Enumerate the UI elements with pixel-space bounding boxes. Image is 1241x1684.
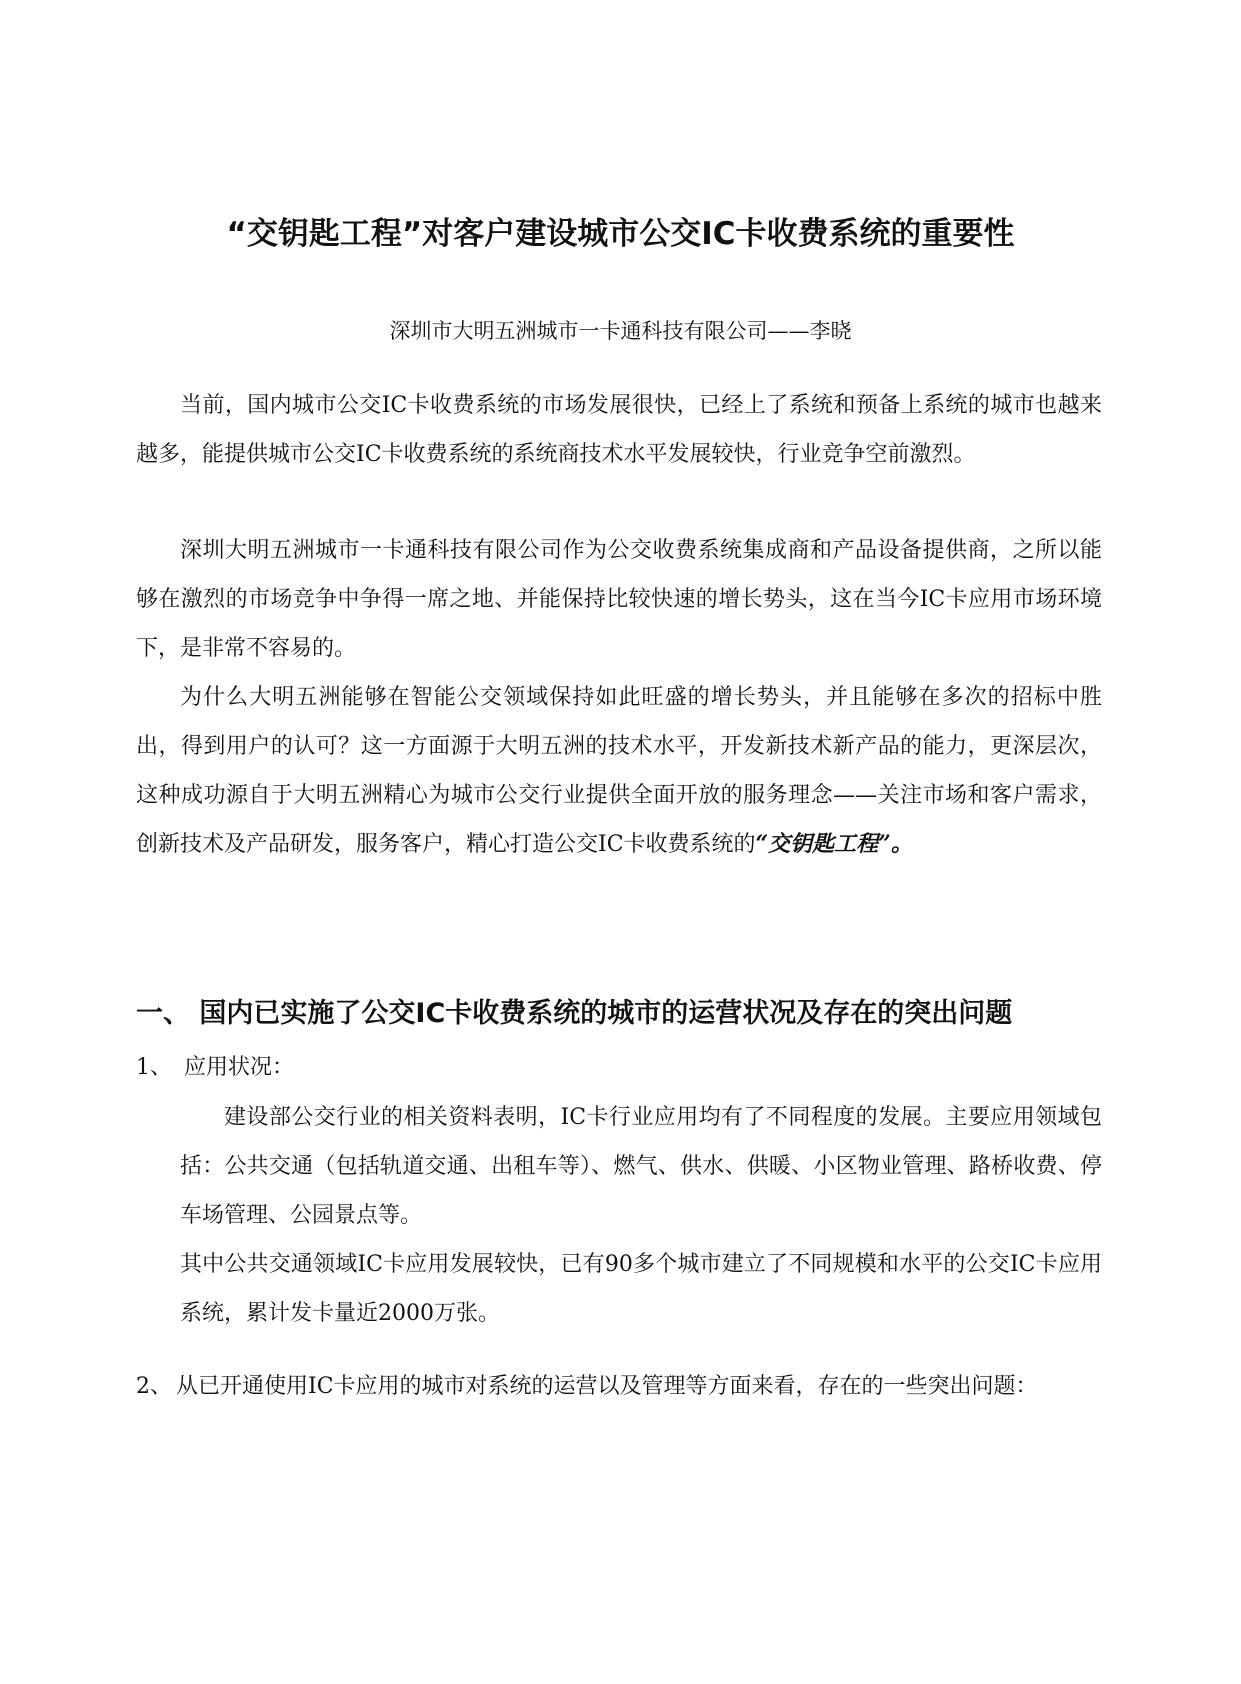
item-1-title: 应用状况： [184, 1055, 295, 1080]
paragraph-3-text: 为什么大明五洲能够在智能公交领域保持如此旺盛的增长势头，并且能够在多次的招标中胜出，得到用户的认可？这一方面源于大明五洲的技术水平，开发新技术新产品的能力，更深层次，这种成功源自于大明五洲精心为城市公交行业提供全面开放的服务理念——关注市场和客户需求，创新技术及产品研发，服务客户，精心打造公交IC卡收费系统的 [136, 685, 1102, 857]
paragraph-2: 深圳大明五洲城市一卡通科技有限公司作为公交收费系统集成商和产品设备提供商，之所以能够在激烈的市场竞争中争得一席之地、并能保持比较快速的增长势头，这在当今IC卡应用市场环境下，是非常不容易的。 [136, 538, 1102, 661]
emphasis-text: “交钥匙工程”。 [755, 831, 913, 857]
document-title: “交钥匙工程”对客户建设城市公交IC卡收费系统的重要性 [226, 216, 1015, 252]
section-heading: 一、 国内已实施了公交IC卡收费系统的城市的运营状况及存在的突出问题 [136, 998, 1013, 1029]
item-1-text-1: 建设部公交行业的相关资料表明，IC卡行业应用均有了不同程度的发展。主要应用领域包括：公共交通（包括轨道交通、出租车等）、燃气、供水、供暖、小区物业管理、路桥收费、停车场管理、公园景点等。 [180, 1105, 1102, 1228]
item-2-label: 2、 [136, 1374, 172, 1399]
paragraph-3 [136, 673, 1102, 869]
item-2-text: 从已开通使用IC卡应用的城市对系统的运营以及管理等方面来看，存在的一些突出问题： [176, 1374, 1038, 1399]
item-1-text-2: 其中公共交通领域IC卡应用发展较快，已有90多个城市建立了不同规模和水平的公交IC卡应用系统，累计发卡量近2000万张。 [180, 1252, 1102, 1326]
document-author: 深圳市大明五洲城市一卡通科技有限公司——李晓 [389, 319, 852, 343]
item-1-label: 1、 [136, 1055, 172, 1080]
paragraph-1: 当前，国内城市公交IC卡收费系统的市场发展很快，已经上了系统和预备上系统的城市也越来越多，能提供城市公交IC卡收费系统的系统商技术水平发展较快，行业竞争空前激烈。 [136, 393, 1102, 467]
